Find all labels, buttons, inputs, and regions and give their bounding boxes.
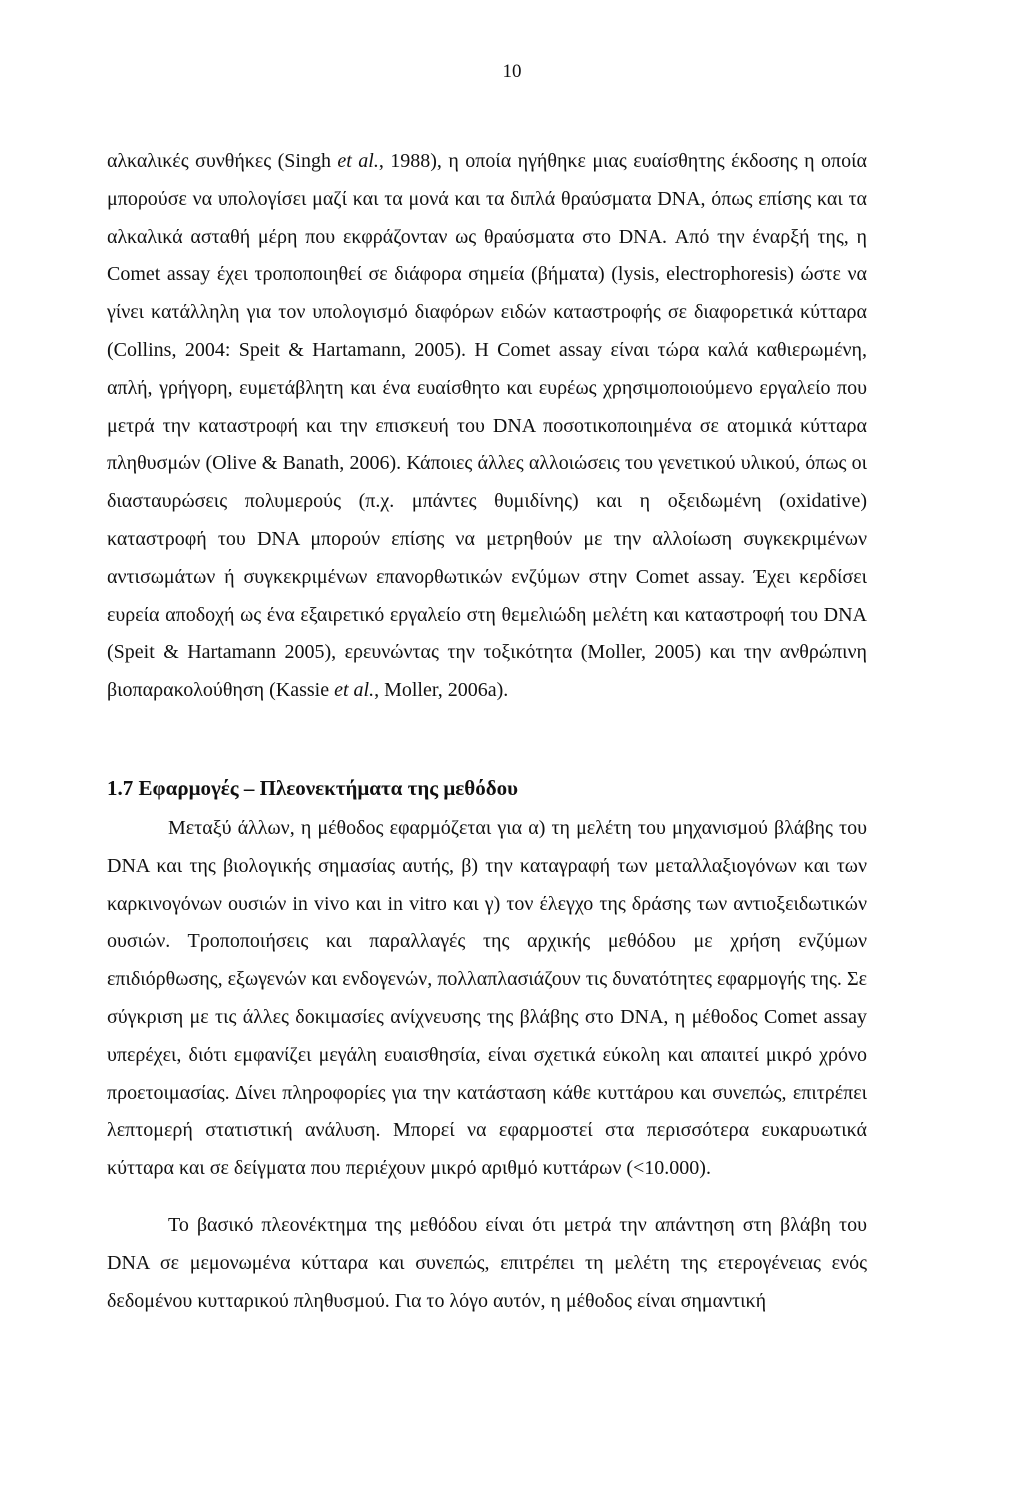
citation-et-al: et al. — [337, 150, 379, 172]
paragraph-1-text-b: , 1988), η οποία ηγήθηκε μιας ευαίσθητης έκδοσης η οποία μπορούσε να υπολογίσει μαζί και τα μονά και τα διπλά θραύσματα DNA, όπως επίσης και τα αλκαλικά ασταθή μέρη που εκφράζονταν ως θραύσματα στο DNA. Από την έναρξή της, η Comet assay έχει τροποποιηθεί σε διάφορα σημεία (βήματα) (lysis, electrophoresis) ώστε να γίνει κατάλληλη για τον υπολογισμό διαφόρων ειδών καταστροφής σε διαφορετικά κύτταρα (Collins, 2004: Speit & Hartamann, 2005). Η Comet assay είναι τώρα καλά καθιερωμένη, απλή, γρήγορη, ευμετάβλητη και ένα ευαίσθητο και ευρέως χρησιμοποιούμενο εργαλείο που μετρά την καταστροφή και την επισκευή του DNA ποσοτικοποιημένα σε ατομικά κύτταρα πληθυσμών (Olive & Banath, 2006). Κάποιες άλλες αλλοιώσεις του γενετικού υλικού, όπως οι διασταυρώσεις πολυμερούς (π.χ. μπάντες θυμιδίνης) και η οξειδωμένη (oxidative) καταστροφή του DNA μπορούν επίσης να μετρηθούν με την αλλοίωση συγκεκριμένων αντισωμάτων ή συγκεκριμένων επανορθωτικών ενζύμων στην Comet assay. Έχει κερδίσει ευρεία αποδοχή ως ένα εξαιρετικό εργαλείο στη θεμελιώδη μελέτη και καταστροφή του DNA (Speit & Hartamann 2005), ερευνώντας την τοξικότητα (Moller, 2005) και την ανθρώπινη βιοπαρακολούθηση (Kassie — [107, 150, 867, 702]
page-number: 10 — [502, 61, 522, 82]
body-paragraph-2: Μεταξύ άλλων, η μέθοδος εφαρμόζεται για α) τη μελέτη του μηχανισμού βλάβης του DNA και της βιολογικής σημασίας αυτής, β) την καταγραφή των μεταλλαξιογόνων και των καρκινογόνων ουσιών in vivo και in vitro και γ) τον έλεγχο της δράσης των αντιοξειδωτικών ουσιών. Τροποποιήσεις και παραλλαγές της αρχικής μεθόδου με χρήση ενζύμων επιδιόρθωσης, εξωγενών και ενδογενών, πολλαπλασιάζουν τις δυνατότητες εφαρμογής της. Σε σύγκριση με τις άλλες δοκιμασίες ανίχνευσης της βλάβης στο DNA, η μέθοδος Comet assay υπερέχει, διότι εμφανίζει μεγάλη ευαισθησία, είναι σχετικά εύκολη και απαιτεί μικρό χρόνο προετοιμασίας. Δίνει πληροφορίες για την κατάσταση κάθε κυττάρου και συνεπώς, επιτρέπει λεπτομερή στατιστική ανάλυση. Μπορεί να εφαρμοστεί στα περισσότερα ευκαρυωτικά κύτταρα και σε δείγματα που περιέχουν μικρό αριθμό κυττάρων (<10.000). — [107, 817, 867, 1180]
body-paragraph-1 — [107, 143, 867, 710]
body-paragraph-3: Το βασικό πλεονέκτημα της μεθόδου είναι ότι μετρά την απάντηση στη βλάβη του DNA σε μεμονωμένα κύτταρα και συνεπώς, επιτρέπει τη μελέτη της ετερογένειας ενός δεδομένου κυτταρικού πληθυσμού. Για το λόγο αυτόν, η μέθοδος είναι σημαντική — [107, 1214, 867, 1312]
section-heading: 1.7 Εφαρμογές – Πλεονεκτήματα της μεθόδου — [107, 776, 518, 800]
paragraph-1-text-a: αλκαλικές συνθήκες (Singh — [107, 150, 338, 172]
citation-et-al: et al. — [334, 679, 375, 702]
paragraph-1-text-c: , Moller, 2006a). — [374, 679, 509, 702]
